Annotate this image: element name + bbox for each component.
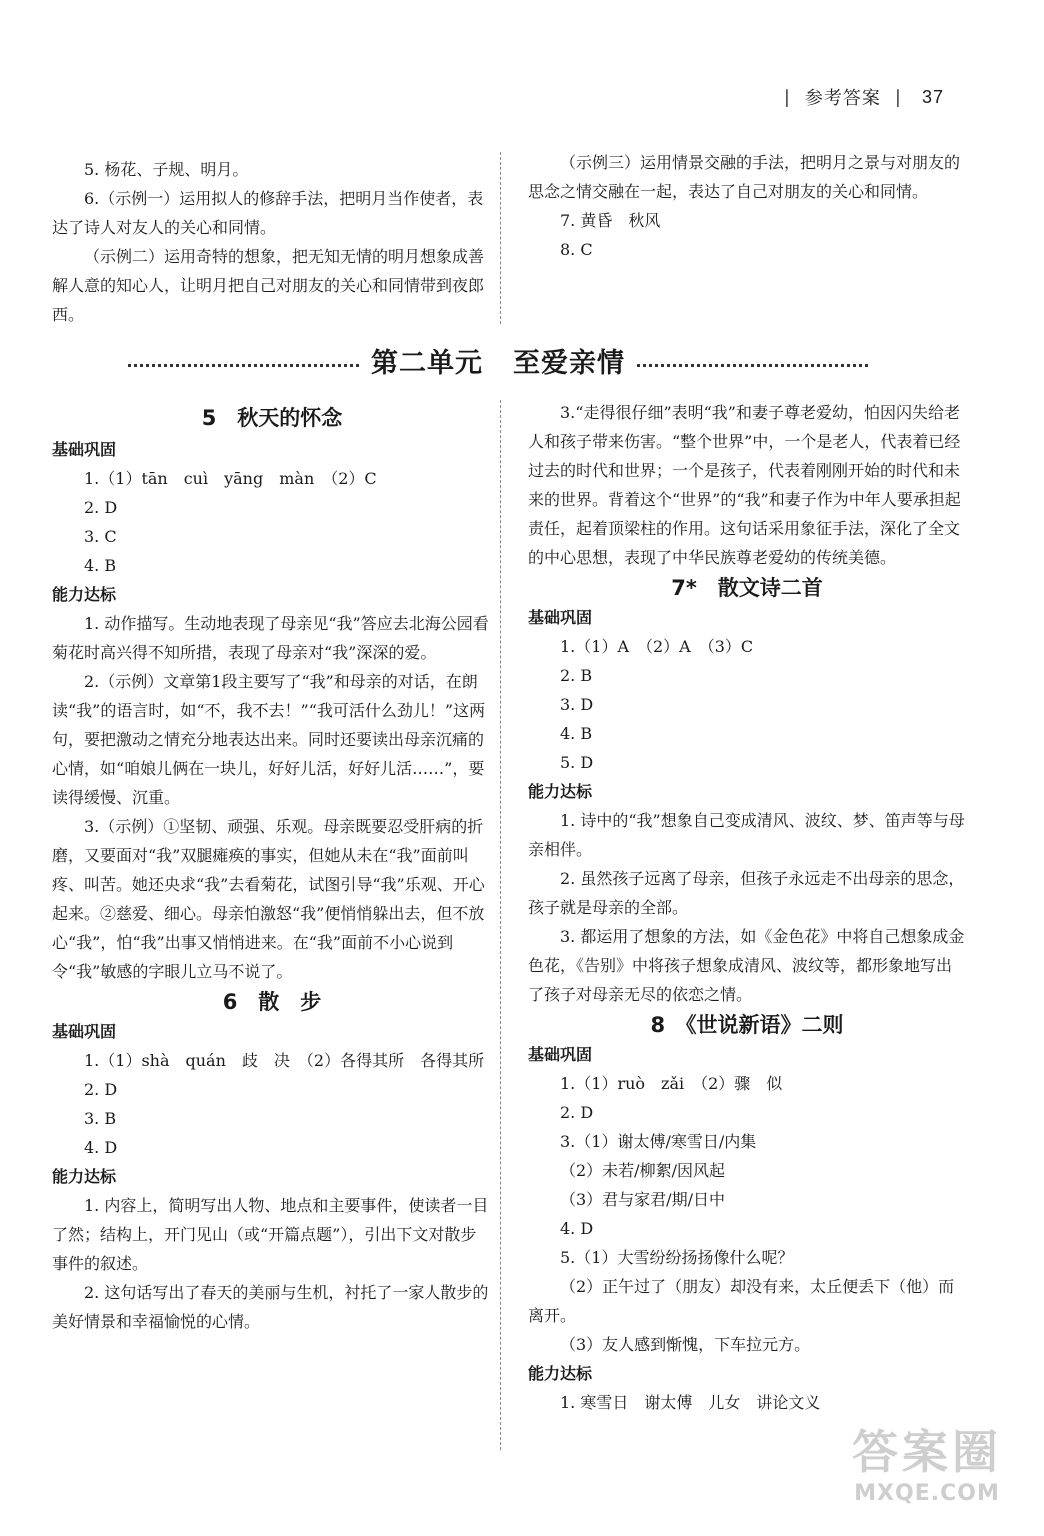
unit-title-bar <box>128 340 868 380</box>
section-heading: 基础巩固 <box>52 440 117 459</box>
lesson-title: 7* 散文诗二首 <box>671 576 823 600</box>
answer-paragraph: 1. 动作描写。生动地表现了母亲见“我”答应去北海公园看菊花时高兴得不知所措，表现了母亲对“我”深深的爱。 <box>52 614 489 662</box>
page-number: 37 <box>921 86 944 107</box>
header-divider-left: | <box>783 86 791 108</box>
answer-item: 5. D <box>560 753 594 772</box>
answer-paragraph: 1. 内容上，简明写出人物、地点和主要事件，使读者一目了然；结构上，开门见山（或“开篇点题”），引出下文对散步事件的叙述。 <box>52 1196 489 1273</box>
answer-paragraph: 2. 虽然孩子远离了母亲，但孩子永远走不出母亲的思念，孩子就是母亲的全部。 <box>528 869 965 917</box>
section-heading: 基础巩固 <box>52 1022 117 1041</box>
answer-paragraph: 3.（示例）①坚韧、顽强、乐观。母亲既要忍受肝病的折磨，又要面对“我”双腿瘫痪的事实，但她从未在“我”面前叫疼、叫苦。她还央求“我”去看菊花，试图引导“我”乐观、开心起来。②慈爱、细心。母亲怕激怒“我”便悄悄躲出去，但不放心“我”，怕“我”出事又悄悄进来。在“我”面前不小心说到令“我”敏感的字眼儿立马不说了。 <box>52 817 485 981</box>
answer-item: 4. B <box>84 556 117 575</box>
section-heading: 能力达标 <box>528 782 593 801</box>
answer-item: 1.（1）shà quán 歧 决 （2）各得其所 各得其所 <box>84 1051 485 1070</box>
header-divider-right: | <box>894 86 902 108</box>
answer-item: 1.（1）A （2）A （3）C <box>560 637 754 656</box>
answer-item: （2）正午过了（朋友）却没有来，太丘便丢下（他）而离开。 <box>528 1277 955 1325</box>
top-right-column <box>528 148 966 264</box>
answer-item: 1.（1）tān cuì yāng màn （2）C <box>84 469 377 488</box>
answer-item: （3）友人感到惭愧，下车拉元方。 <box>560 1335 811 1354</box>
watermark-logo <box>832 1423 1022 1518</box>
unit-theme: 至爱亲情 <box>513 347 625 379</box>
answer-item: 2. D <box>84 1080 118 1099</box>
answer-item: （3）君与家君/期/日中 <box>560 1190 725 1209</box>
lesson-title: 5 秋天的怀念 <box>201 406 343 430</box>
answer-item: 4. D <box>84 1138 118 1157</box>
answer-paragraph: 7. 黄昏 秋风 <box>560 211 661 230</box>
lesson-title: 6 散 步 <box>222 990 322 1014</box>
section-heading: 能力达标 <box>52 585 117 604</box>
answer-paragraph: 5. 杨花、子规、明月。 <box>84 160 249 179</box>
answer-item: 3. B <box>84 1109 117 1128</box>
watermark-logo-mark: 答案圈 <box>852 1425 1002 1479</box>
answer-item: 1. 寒雪日 谢太傅 儿女 讲论文义 <box>560 1393 821 1412</box>
top-left-column <box>52 155 492 329</box>
answer-item: 1.（1）ruò zǎi （2）骤 似 <box>560 1074 783 1093</box>
unit-title <box>371 341 625 380</box>
section-heading: 能力达标 <box>52 1167 117 1186</box>
section-heading: 能力达标 <box>528 1364 593 1383</box>
answer-item: 4. B <box>560 724 593 743</box>
answer-paragraph: 2.（示例）文章第1段主要写了“我”和母亲的对话，在朗读“我”的语言时，如“不，我不去！”“我可活什么劲儿！”这两句，要把激动之情充分地表达出来。同时还要读出母亲沉痛的心情，如“咱娘儿俩在一块儿，好好儿活，好好儿活……”，要读得缓慢、沉重。 <box>52 672 486 807</box>
watermark-site: MXQE.COM <box>854 1481 1000 1506</box>
answer-paragraph: 3.“走得很仔细”表明“我”和妻子尊老爱幼，怕因闪失给老人和孩子带来伤害。“整个世界”中，一个是老人，代表着已经过去的时代和世界；一个是孩子，代表着刚刚开始的时代和未来的世界。背着这个“世界”的“我”和妻子作为中年人要承担起责任，起着顶梁柱的作用。这句话采用象征手法，深化了全文的中心思想，表现了中华民族尊老爱幼的传统美德。 <box>528 403 961 567</box>
answer-item: 3.（1）谢太傅/寒雪日/内集 <box>560 1132 757 1151</box>
dotted-rule-right <box>637 364 868 367</box>
answer-paragraph: 1. 诗中的“我”想象自己变成清风、波纹、梦、笛声等与母亲相伴。 <box>528 811 965 859</box>
page-header <box>784 84 944 110</box>
answer-paragraph: 3. 都运用了想象的方法，如《金色花》中将自己想象成金色花，《告别》中将孩子想象成清风、波纹等，都形象地写出了孩子对母亲无尽的依恋之情。 <box>528 927 965 1004</box>
main-column-divider <box>500 400 501 1450</box>
answer-paragraph: 8. C <box>560 240 593 259</box>
dotted-rule-left <box>128 364 359 367</box>
answer-paragraph: （示例三）运用情景交融的手法，把明月之景与对朋友的思念之情交融在一起，表达了自己对朋友的关心和同情。 <box>528 153 961 201</box>
answer-item: 2. B <box>560 666 593 685</box>
answer-item: 2. D <box>84 498 118 517</box>
section-heading: 基础巩固 <box>528 608 593 627</box>
answer-item: 3. D <box>560 695 594 714</box>
unit-name: 第二单元 <box>371 347 483 379</box>
answer-paragraph: 6.（示例一）运用拟人的修辞手法，把明月当作使者，表达了诗人对友人的关心和同情。 <box>52 189 484 237</box>
answer-paragraph: 2. 这句话写出了春天的美丽与生机，衬托了一家人散步的美好情景和幸福愉悦的心情。 <box>52 1283 489 1331</box>
answer-item: 5.（1）大雪纷纷扬扬像什么呢？ <box>560 1248 794 1267</box>
header-section-title: 参考答案 <box>804 88 881 109</box>
section-heading: 基础巩固 <box>528 1045 593 1064</box>
answer-item: 3. C <box>84 527 117 546</box>
right-column <box>528 398 966 1417</box>
answer-item: 4. D <box>560 1219 594 1238</box>
lesson-title: 8 《世说新语》二则 <box>650 1013 844 1037</box>
answer-item: 2. D <box>560 1103 594 1122</box>
left-column <box>52 404 492 1336</box>
top-column-divider <box>500 152 501 324</box>
answer-paragraph: （示例二）运用奇特的想象，把无知无情的明月想象成善解人意的知心人，让明月把自己对朋友的关心和同情带到夜郎西。 <box>52 247 485 324</box>
answer-item: （2）未若/柳絮/因风起 <box>560 1161 725 1180</box>
